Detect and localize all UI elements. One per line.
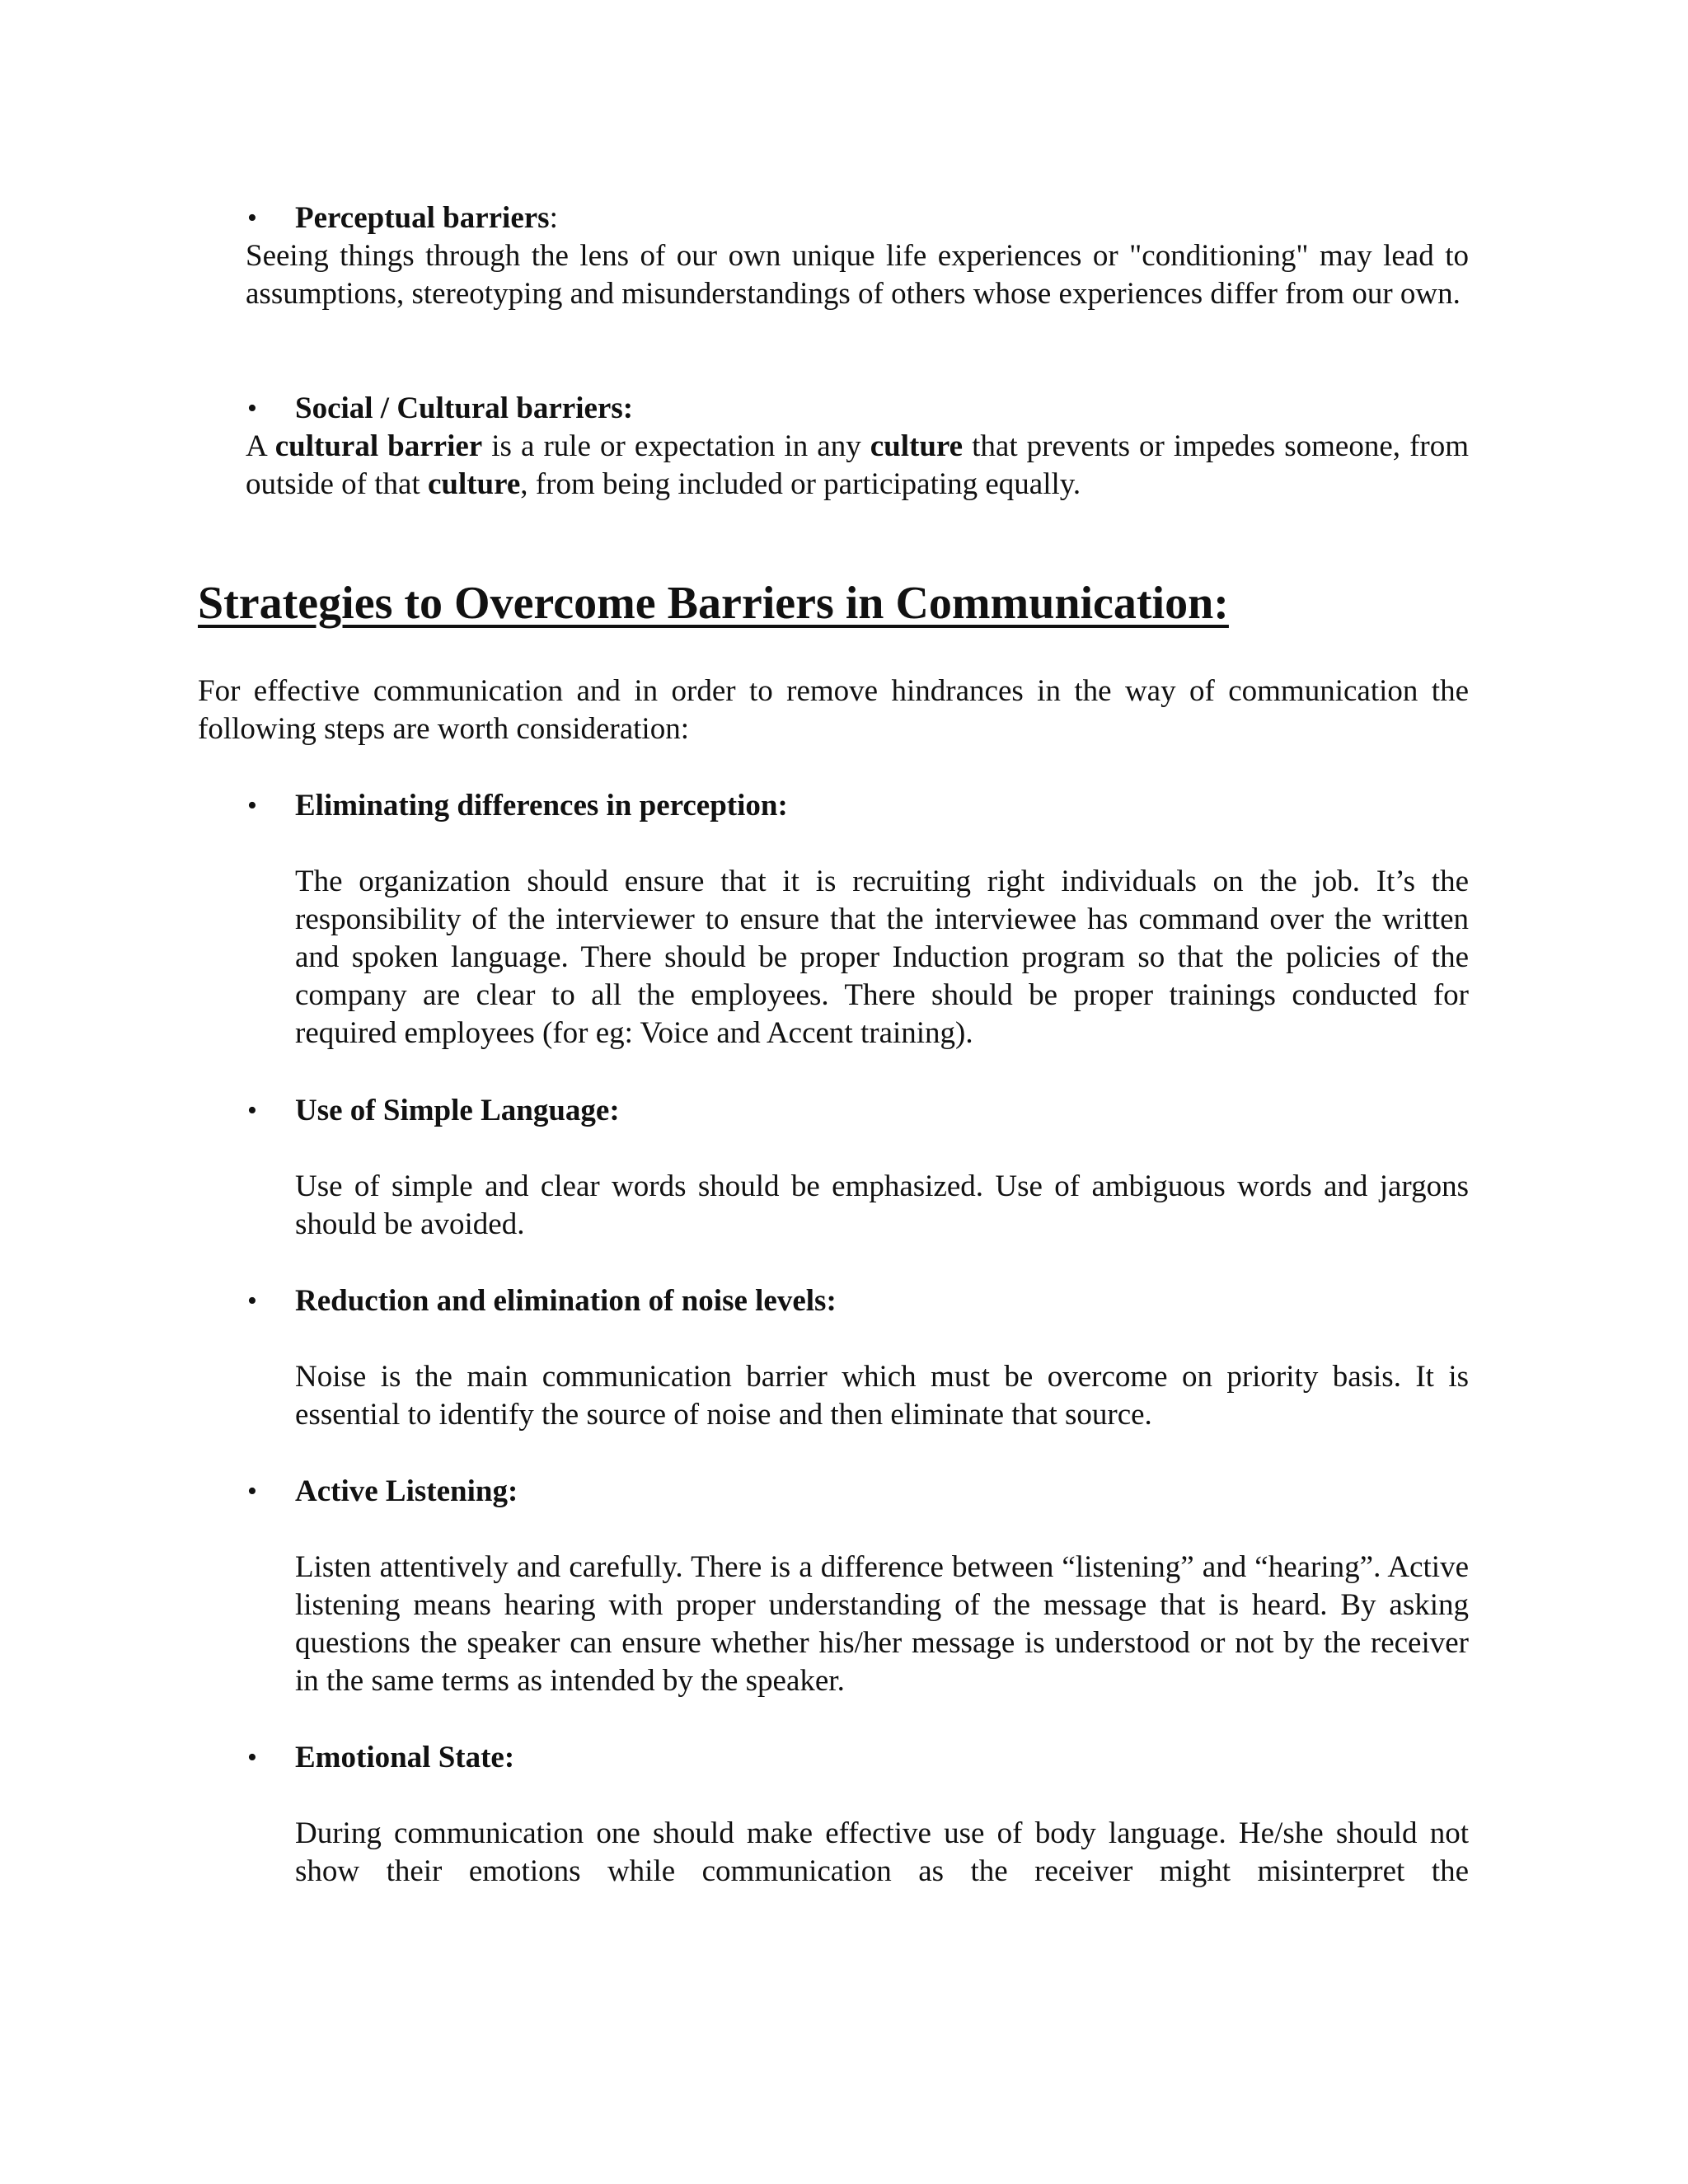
intro-paragraph: For effective communication and in order to remove hindrances in the way of communication the following steps are worth consideration:: [198, 674, 1469, 746]
social-text: [246, 428, 1469, 504]
social-bold-1: cultural barrier: [274, 429, 483, 463]
strategy-3-text: Noise is the main communication barrier which must be overcome on priority basis. It is essential to identify the source of noise and then eliminate that source.: [295, 1360, 1469, 1432]
bullet-strategy-3: •: [247, 1286, 257, 1316]
strategy-1-text: The organization should ensure that it is recruiting right individuals on the job. It’s the responsibility of the interviewer to ensure that the interviewee has command over the written and spoken language. There should be proper Induction program so that the policies of the company are clear to all the employees. There should be proper trainings conducted for required employees (for eg: Voice and Accent training).: [295, 865, 1469, 1050]
perceptual-colon: :: [549, 201, 558, 235]
strategy-2-title: Use of Simple Language:: [295, 1094, 620, 1127]
strategy-1-title: Eliminating differences in perception:: [295, 789, 788, 823]
bullet-strategy-1: •: [247, 790, 257, 821]
strategy-2-text: Use of simple and clear words should be emphasized. Use of ambiguous words and jargons should be avoided.: [295, 1169, 1469, 1241]
strategy-5-title: Emotional State:: [295, 1741, 515, 1774]
strategy-5-text: During communication one should make effective use of body language. He/she should not show their emotions while communication as the receiver might misinterpret the: [295, 1816, 1469, 1888]
bullet-perceptual: •: [247, 203, 257, 233]
perceptual-text: Seeing things through the lens of our own unique life experiences or "conditioning" may lead to assumptions, stereotyping and misunderstandings of others whose experiences differ from our own.: [246, 239, 1469, 311]
social-bold-3: culture: [427, 467, 521, 501]
social-bold-2: culture: [870, 429, 964, 463]
perceptual-title-text: Perceptual barriers: [295, 201, 550, 235]
social-text-2: is a rule or expectation in any: [482, 429, 870, 463]
bullet-strategy-2: •: [247, 1095, 257, 1126]
perceptual-title: [295, 199, 558, 237]
social-title: Social / Cultural barriers:: [295, 391, 634, 425]
social-text-1: A: [246, 429, 275, 463]
bullet-strategy-5: •: [247, 1742, 257, 1773]
strategy-4-text: Listen attentively and carefully. There is a difference between “listening” and “hearing”. Active listening means hearing with proper understanding of the message that is heard. By asking questions the speaker can ensure whether his/her message is understood or not by the receiver in the same terms as intended by the speaker.: [295, 1550, 1469, 1698]
bullet-social: •: [247, 393, 257, 424]
strategy-3-title: Reduction and elimination of noise levels:: [295, 1284, 837, 1318]
strategy-4-title: Active Listening:: [295, 1474, 518, 1508]
bullet-strategy-4: •: [247, 1476, 257, 1507]
section-heading: Strategies to Overcome Barriers in Communication:: [198, 578, 1229, 629]
social-text-4: , from being included or participating equally.: [520, 467, 1081, 501]
social-text-3: that prevents or impedes someone, from outside of that: [246, 429, 1469, 501]
